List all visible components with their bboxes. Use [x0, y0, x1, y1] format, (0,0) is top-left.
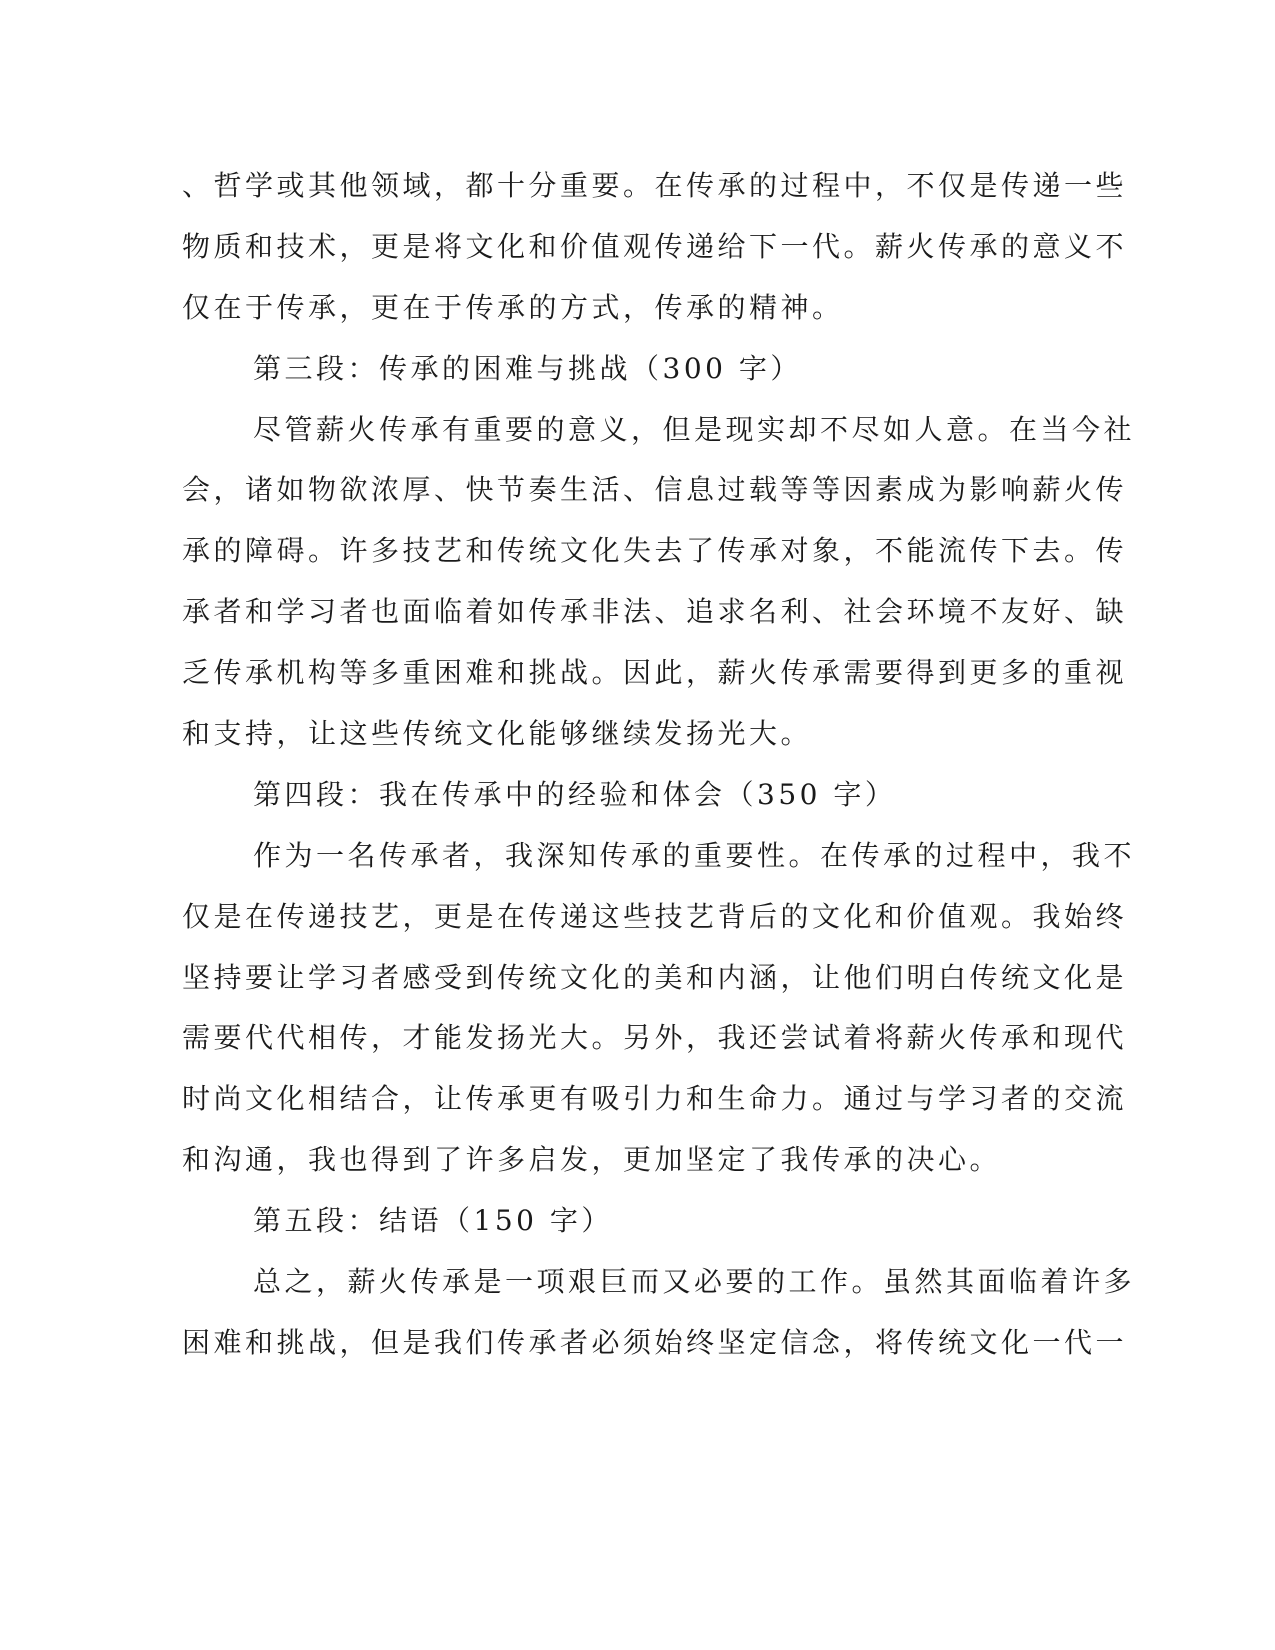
paragraph-start-line: 总之，薪火传承是一项艰巨而又必要的工作。虽然其面临着许多 [253, 1265, 1136, 1299]
section-heading: 第四段：我在传承中的经验和体会（350 字） [253, 777, 897, 811]
document-body [182, 156, 1136, 1374]
text-line: 仅是在传递技艺，更是在传递这些技艺背后的文化和价值观。我始终 [182, 899, 1128, 933]
text-line: 坚持要让学习者感受到传统文化的美和内涵，让他们明白传统文化是 [182, 960, 1128, 994]
section-heading: 第五段：结语（150 字） [253, 1204, 613, 1238]
paragraph-start-line: 尽管薪火传承有重要的意义，但是现实却不尽如人意。在当今社 [253, 412, 1136, 446]
text-line: 承者和学习者也面临着如传承非法、追求名利、社会环境不友好、缺 [182, 595, 1128, 629]
text-line: 需要代代相传，才能发扬光大。另外，我还尝试着将薪火传承和现代 [182, 1021, 1128, 1055]
text-line: 和沟通，我也得到了许多启发，更加坚定了我传承的决心。 [182, 1143, 1002, 1177]
text-line: 困难和挑战，但是我们传承者必须始终坚定信念，将传统文化一代一 [182, 1325, 1128, 1359]
text-line: 仅在于传承，更在于传承的方式，传承的精神。 [182, 290, 844, 324]
paragraph-start-line: 作为一名传承者，我深知传承的重要性。在传承的过程中，我不 [253, 838, 1136, 872]
text-line: 乏传承机构等多重困难和挑战。因此，薪火传承需要得到更多的重视 [182, 656, 1128, 690]
text-line: 、哲学或其他领域，都十分重要。在传承的过程中，不仅是传递一些 [182, 169, 1128, 202]
text-line: 物质和技术，更是将文化和价值观传递给下一代。薪火传承的意义不 [182, 229, 1128, 263]
text-line: 时尚文化相结合，让传承更有吸引力和生命力。通过与学习者的交流 [182, 1082, 1128, 1116]
text-line: 会，诸如物欲浓厚、快节奏生活、信息过载等等因素成为影响薪火传 [182, 473, 1128, 507]
text-line: 和支持，让这些传统文化能够继续发扬光大。 [182, 717, 813, 751]
section-heading: 第三段：传承的困难与挑战（300 字） [253, 351, 802, 385]
text-line: 承的障碍。许多技艺和传统文化失去了传承对象，不能流传下去。传 [182, 534, 1128, 568]
